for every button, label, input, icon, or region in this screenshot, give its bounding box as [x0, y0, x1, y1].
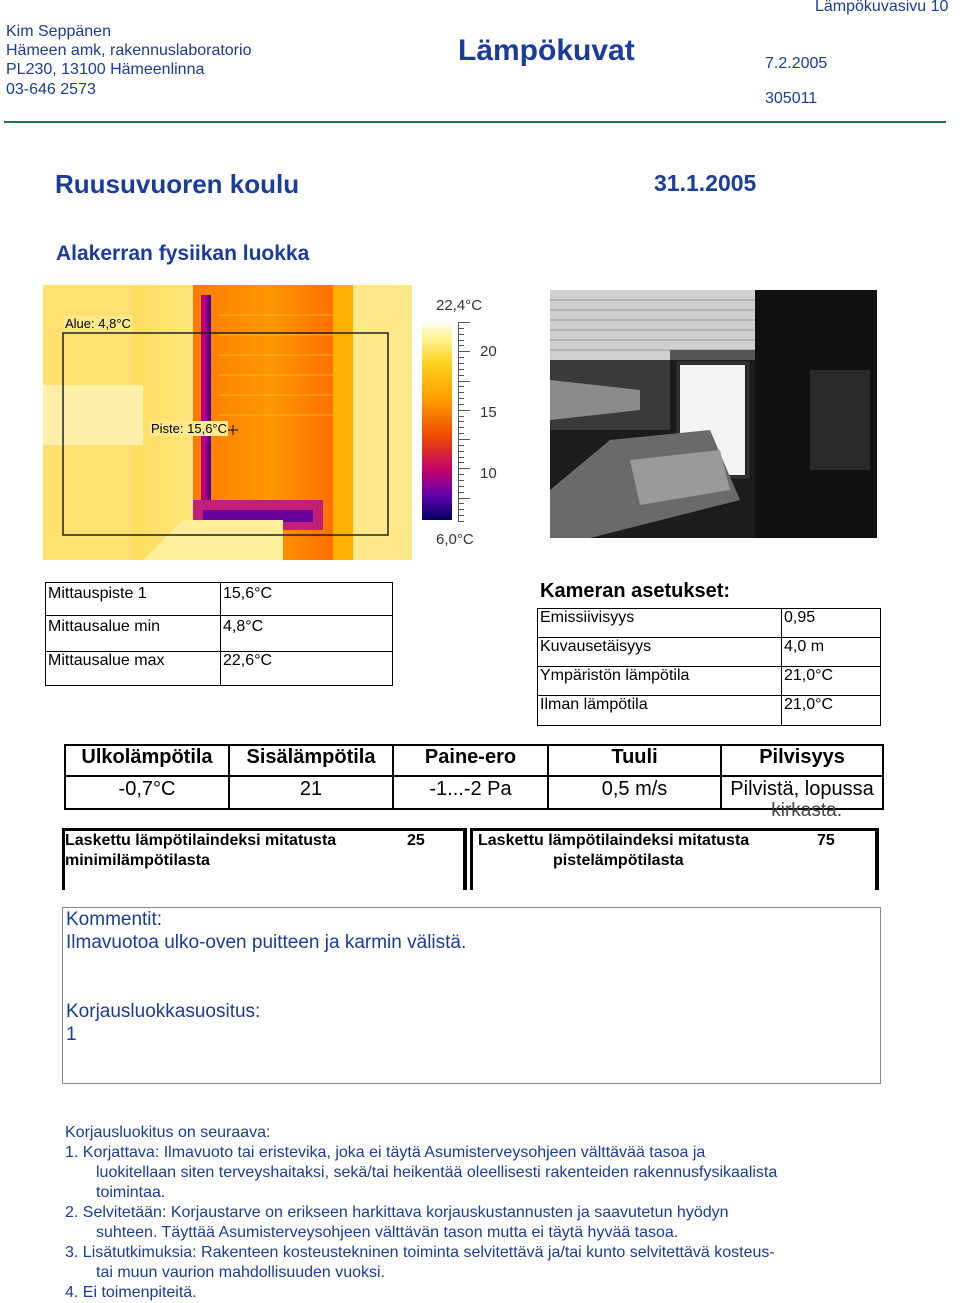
scale-tick [458, 322, 470, 323]
scale-20-label: 20 [480, 343, 497, 360]
comments-title: Kommentit: [66, 909, 163, 930]
weather-value-pressure: -1...-2 Pa [429, 778, 512, 800]
measure-value-2: 4,8°C [220, 615, 393, 651]
scale-tick [458, 468, 470, 469]
classification-3b: tai muun vaurion mahdollisuuden vuoksi. [96, 1264, 386, 1281]
weather-value-outdoor: -0,7°C [118, 778, 176, 800]
classification-3a: 3. Lisätutkimuksia: Rakenteen kosteustekninen toiminta selvitettävä ja/tai kunto selvitettävä kosteus- [65, 1244, 775, 1261]
camera-label-1: Emissiivisyys [537, 608, 782, 638]
weather-value-cloud-2: kirkasta. [771, 800, 842, 821]
scale-tick [458, 498, 470, 499]
weather-divider [64, 775, 884, 777]
room-photo [550, 290, 877, 538]
camera-label-2: Kuvausetäisyys [537, 637, 782, 667]
recommendation-value: 1 [66, 1024, 77, 1045]
index-box-point-left [470, 828, 473, 890]
scale-min-label: 6,0°C [436, 531, 474, 548]
classification-intro: Korjausluokitus on seuraava: [65, 1124, 271, 1141]
weather-header-wind: Tuuli [611, 746, 658, 768]
classification-2a: 2. Selvitetään: Korjaustarve on erikseen harkittava korjauskustannusten ja saavutetun hyödyn [65, 1204, 729, 1221]
temperature-scale-bar [422, 320, 452, 520]
weather-value-wind: 0,5 m/s [601, 778, 668, 800]
scale-10-label: 10 [480, 465, 497, 482]
header-divider [4, 121, 946, 123]
scale-tick [458, 381, 470, 382]
author-address: PL230, 13100 Hämeenlinna [6, 61, 205, 78]
index-min-value: 25 [407, 832, 425, 849]
scale-max-label: 22,4°C [436, 297, 483, 314]
index-point-label-1: Laskettu lämpötilaindeksi mitatusta [478, 832, 750, 849]
weather-header-outdoor: Ulkolämpötila [81, 746, 213, 768]
weather-header-cloud: Pilvisyys [759, 746, 845, 768]
index-box-min-top [62, 828, 467, 831]
recommendation-title: Korjausluokkasuositus: [66, 1001, 261, 1022]
index-box-point-top [470, 828, 878, 831]
camera-label-4: Ilman lämpötila [537, 695, 782, 726]
camera-label-3: Ympäristön lämpötila [537, 666, 782, 696]
camera-value-1: 0,95 [781, 608, 881, 638]
index-min-label-2: minimilämpötilasta [65, 852, 210, 869]
scale-tick [458, 351, 470, 352]
author-name: Kim Seppänen [6, 23, 111, 40]
weather-value-indoor: 21 [299, 778, 323, 800]
point-label: Piste: 15,6°C [151, 421, 228, 436]
camera-settings-title: Kameran asetukset: [540, 580, 731, 602]
scale-tick [458, 410, 470, 411]
document-title: Lämpökuvat [458, 34, 635, 67]
camera-value-2: 4,0 m [781, 637, 881, 667]
scale-axis-line [458, 322, 459, 522]
weather-value-cloud-1: Pilvistä, lopussa [730, 778, 874, 800]
report-date: 7.2.2005 [765, 55, 828, 72]
classification-4: 4. Ei toimenpiteitä. [65, 1284, 197, 1301]
classification-2b: suhteen. Täyttää Asumisterveysohjeen välttävän tason mutta ei täytä hyvää tasoa. [96, 1224, 679, 1241]
weather-header-indoor: Sisälämpötila [246, 746, 376, 768]
classification-1b: luokitellaan siten terveyshaitaksi, sekä/tai heikentää oleellisesti rakenteiden rakennusfysikaalista [96, 1164, 778, 1181]
index-point-value: 75 [817, 832, 835, 849]
camera-value-4: 21,0°C [781, 695, 881, 726]
classification-1a: 1. Korjattava: Ilmavuoto tai eristevika, joka ei täytä Asumisterveysohjeen välttävää tasoa ja [65, 1144, 706, 1161]
room-name: Alakerran fysiikan luokka [56, 242, 310, 265]
measure-value-3: 22,6°C [220, 651, 393, 686]
index-box-point-right [875, 828, 879, 890]
comments-text: Ilmavuotoa ulko-oven puitteen ja karmin välistä. [66, 932, 467, 953]
weather-header-pressure: Paine-ero [424, 746, 517, 768]
index-min-label-1: Laskettu lämpötilaindeksi mitatusta [65, 832, 337, 849]
area-label: Alue: 4,8°C [65, 316, 131, 331]
inspection-date: 31.1.2005 [654, 170, 757, 196]
measure-label-1: Mittauspiste 1 [45, 582, 221, 616]
measure-value-1: 15,6°C [220, 582, 393, 616]
index-box-min-right [463, 828, 467, 890]
page-label: Lämpökuvasivu 10 [815, 0, 949, 15]
scale-tick [458, 439, 470, 440]
index-point-label-2: pistelämpötilasta [553, 852, 684, 869]
report-code: 305011 [765, 90, 818, 107]
scale-15-label: 15 [480, 404, 497, 421]
author-phone: 03-646 2573 [6, 81, 96, 98]
author-org: Hämeen amk, rakennuslaboratorio [6, 42, 252, 59]
measure-label-2: Mittausalue min [45, 615, 221, 651]
measure-label-3: Mittausalue max [45, 651, 221, 686]
building-name: Ruusuvuoren koulu [55, 169, 300, 199]
camera-value-3: 21,0°C [781, 666, 881, 696]
classification-1c: toimintaa. [96, 1184, 166, 1201]
